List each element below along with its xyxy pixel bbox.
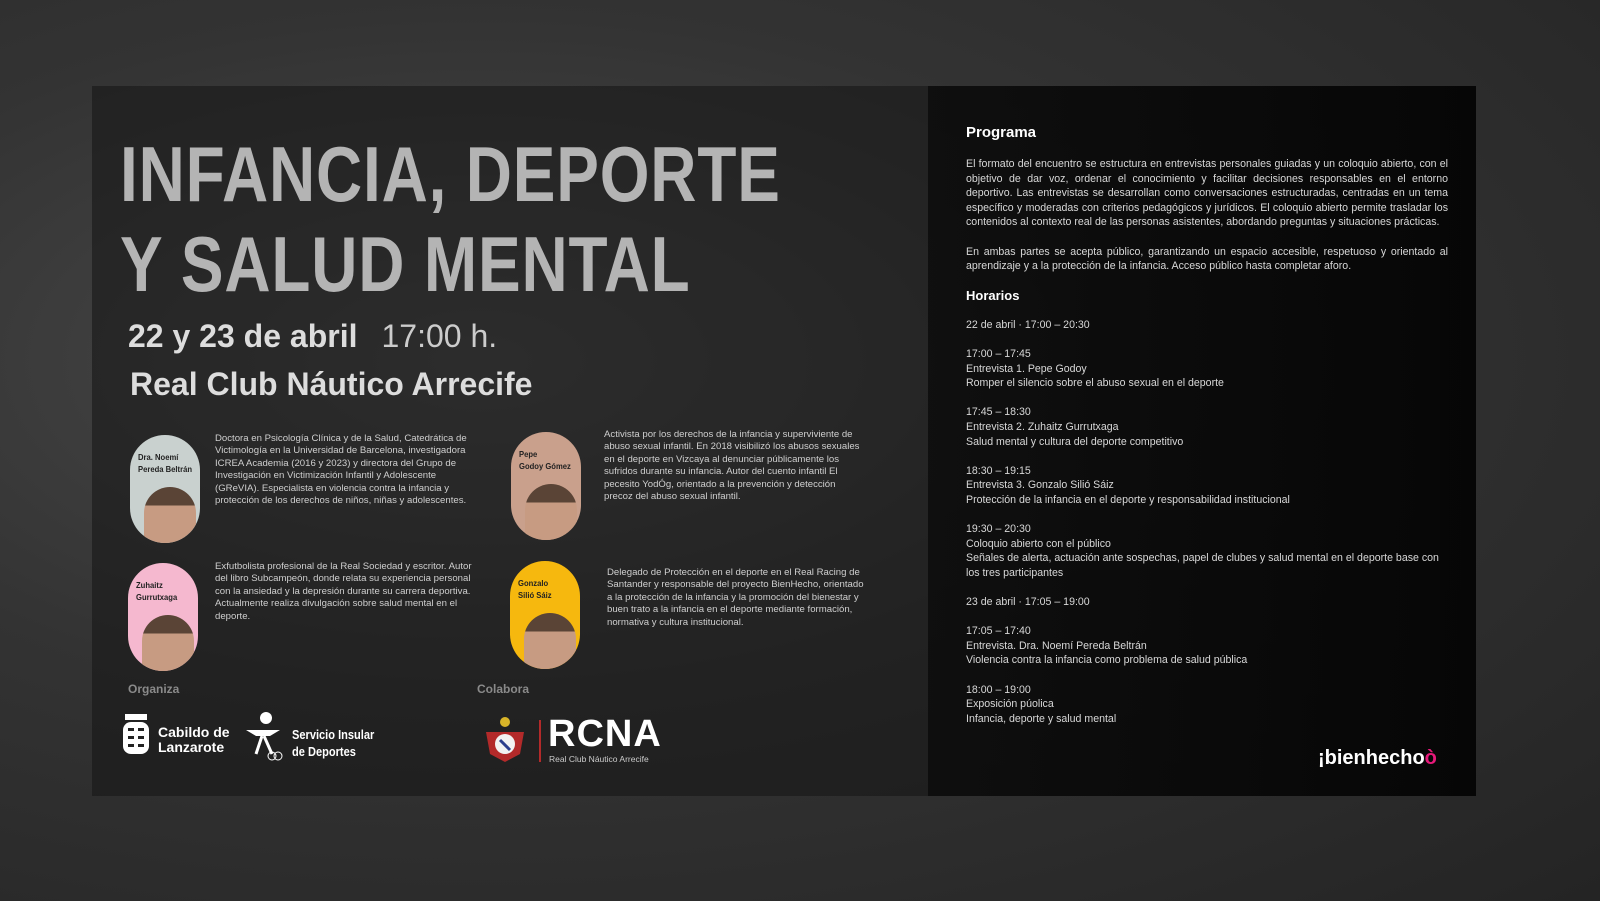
rcna-crest-icon <box>480 716 530 764</box>
bienhecho-text: ¡bienhecho <box>1318 747 1425 769</box>
schedule-line: 22 de abril · 17:00 – 20:30 <box>966 318 1090 331</box>
schedule-line: Violencia contra la infancia como problema de salud pública <box>966 654 1248 667</box>
venue: Real Club Náutico Arrecife <box>130 366 533 402</box>
cabildo-shield-icon <box>121 712 151 756</box>
programa-paragraph-2: En ambas partes se acepta público, garantizando un espacio accesible, respetuoso y orientado al aprendizaje y a la protección de la infancia. Acceso público hasta completar aforo. <box>966 245 1448 273</box>
programa-paragraph-1: El formato del encuentro se estructura en entrevistas personales guiadas y un coloquio abierto, con el objetivo de dar voz, ordenar el conocimiento y facilitar decisiones responsables en el entorno deportivo. Las entrevistas se desarrollan como conversaciones estructuradas, centradas en un tema específico y moderadas con criterios pedagógicos y jurídicos. El coloquio abierto permite trasladar los contenidos al contexto real de las personas asistentes, abordando preguntas y situaciones prácticas. <box>966 158 1448 229</box>
speaker-name-1: Dra. Noemí <box>138 452 179 462</box>
speaker-name-2: Pereda Beltrán <box>138 464 192 474</box>
title-line-2: Y SALUD MENTAL <box>120 220 691 308</box>
speaker-portrait <box>524 613 576 669</box>
schedule-block <box>966 405 1448 449</box>
schedule-block <box>966 624 1448 668</box>
speaker-bio: Activista por los derechos de la infancia y superviviente de abuso sexual infantil. En 2018 visibilizó los abusos sexuales en el deporte en Vizcaya al denunciar públicamente los sufridos durante su infancia. Autor del cuento infantil El pecesito YodÓg, orientado a la prevención y detección precoz del abuso sexual infantil. <box>604 429 860 503</box>
speaker-photo <box>128 563 198 671</box>
schedule-line: 17:00 – 17:45 <box>966 347 1031 360</box>
speaker-name-1: Zuhaitz <box>136 580 163 590</box>
schedule-line: 17:05 – 17:40 <box>966 625 1031 638</box>
speaker-bio: Exfutbolista profesional de la Real Sociedad y escritor. Autor del libro Subcampeón, donde relata su experiencia personal con la ansiedad y la depresión durante su carrera deportiva. Actualmente realiza divulgación sobre salud mental en el deporte. <box>215 561 472 622</box>
schedule-line: 23 de abril · 17:05 – 19:00 <box>966 596 1090 609</box>
schedule-line: Entrevista. Dra. Noemí Pereda Beltrán <box>966 639 1147 652</box>
cabildo-line-2: Lanzarote <box>158 739 225 755</box>
cabildo-line-1: Cabildo de <box>158 724 230 740</box>
schedule-line: Entrevista 1. Pepe Godoy <box>966 362 1087 375</box>
speaker-portrait <box>525 484 577 540</box>
servicio-line-2: de Deportes <box>292 744 356 759</box>
servicio-line-1: Servicio Insular <box>292 727 375 742</box>
programa-heading: Programa <box>966 124 1037 141</box>
speaker-portrait <box>144 487 196 543</box>
hand-icon: ò <box>1424 747 1437 769</box>
title-line-1: INFANCIA, DEPORTE <box>120 130 781 218</box>
schedule-line: 18:00 – 19:00 <box>966 683 1031 696</box>
schedule-block <box>966 683 1448 727</box>
schedule-block <box>966 595 1448 610</box>
schedule-line: Entrevista 3. Gonzalo Silió Sáiz <box>966 479 1114 492</box>
schedule-line: 19:30 – 20:30 <box>966 523 1031 536</box>
rcna-divider <box>539 720 541 762</box>
speaker-photo <box>510 561 580 669</box>
colabora-label: Colabora <box>477 682 530 696</box>
schedule-line: Coloquio abierto con el público <box>966 537 1111 550</box>
schedule-line: 17:45 – 18:30 <box>966 406 1031 419</box>
speaker-name-2: Godoy Gómez <box>519 461 571 471</box>
speaker-bio: Doctora en Psicología Clínica y de la Salud, Catedrática de Victimología en la Universidad de Barcelona, investigadora ICREA Academia (2016 y 2023) y directora del Grupo de Investigación en Victimización Infantil y Adolescente (GReVIA). Especialista en violencia contra la infancia y protección de los derechos de niños, niñas y adolescentes. <box>215 433 467 507</box>
date-text: 22 y 23 de abril <box>128 318 358 354</box>
time-text: 17:00 h. <box>381 318 498 354</box>
speaker-photo <box>130 435 200 543</box>
schedule-block <box>966 464 1448 508</box>
speaker-name-2: Silió Sáiz <box>518 590 552 600</box>
schedule-line: 18:30 – 19:15 <box>966 464 1031 477</box>
speaker-name-1: Gonzalo <box>518 578 549 588</box>
schedule-line: Protección de la infancia en el deporte y responsabilidad institucional <box>966 493 1290 506</box>
rcna-subtitle: Real Club Náutico Arrecife <box>549 754 649 764</box>
speaker-bio: Delegado de Protección en el deporte en el Real Racing de Santander y responsable del proyecto BienHecho, orientado a la protección de la infancia y la promoción del bienestar y buen trato a la infancia en el deporte mediante formación, normativa y cultura institucional. <box>607 567 864 628</box>
horarios-heading: Horarios <box>966 287 1020 303</box>
schedule-line: Exposición púolica <box>966 698 1054 711</box>
schedule-list <box>966 318 1448 727</box>
schedule-block <box>966 522 1448 580</box>
athlete-icon <box>242 708 284 762</box>
schedule-line: Romper el silencio sobre el abuso sexual en el deporte <box>966 377 1224 390</box>
schedule-block <box>966 318 1448 333</box>
schedule-line: Infancia, deporte y salud mental <box>966 712 1117 725</box>
program-column <box>966 124 1448 741</box>
schedule-line: Salud mental y cultura del deporte competitivo <box>966 435 1184 448</box>
schedule-line: Entrevista 2. Zuhaitz Gurrutxaga <box>966 420 1119 433</box>
organiza-label: Organiza <box>128 682 180 696</box>
speaker-name-1: Pepe <box>519 449 538 459</box>
speaker-name-2: Gurrutxaga <box>136 592 178 602</box>
schedule-line: Señales de alerta, actuación ante sospechas, papel de clubes y salud mental en el deporte base con los tres participantes <box>966 552 1439 579</box>
event-date <box>128 318 497 354</box>
speaker-photo <box>511 432 581 540</box>
bienhecho-logo <box>1318 746 1437 770</box>
rcna-text: RCNA <box>548 713 662 755</box>
schedule-block <box>966 347 1448 391</box>
speaker-portrait <box>142 615 194 671</box>
